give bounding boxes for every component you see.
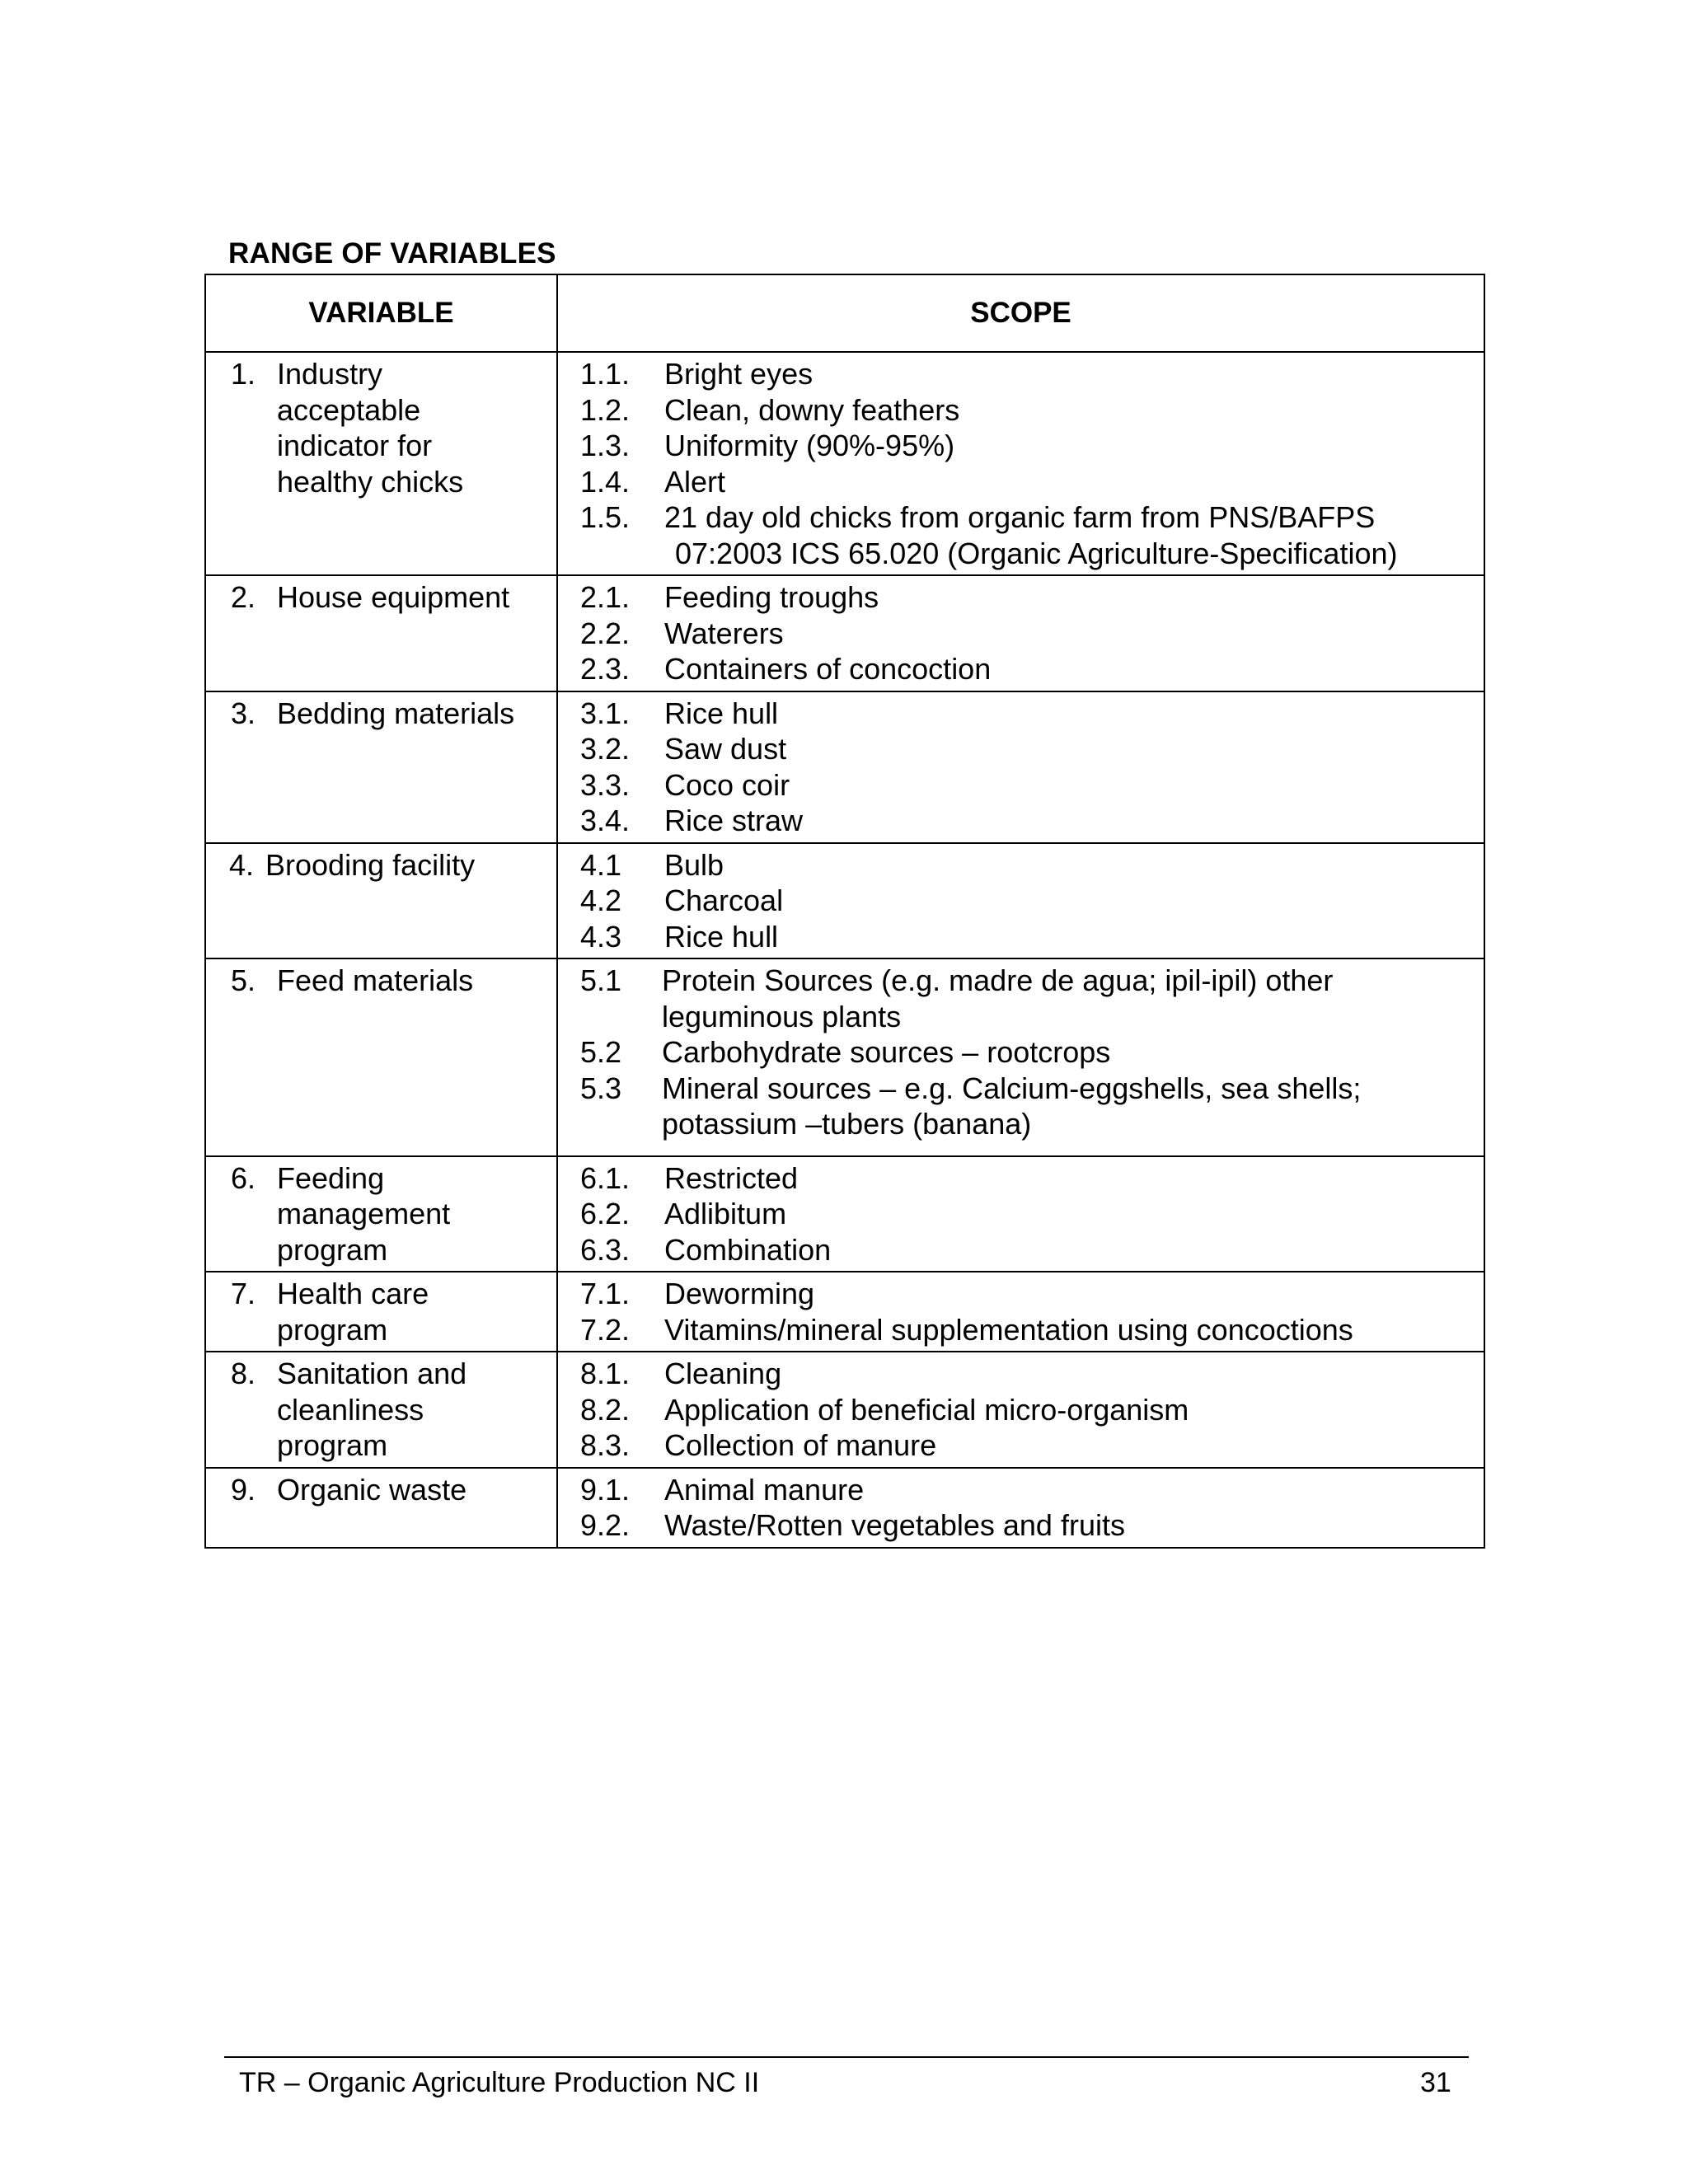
variable-name: Bedding materials: [277, 696, 515, 730]
scope-item: [580, 1392, 1484, 1428]
scope-item-number: 4.2: [580, 883, 622, 917]
variable-cell: [205, 1468, 557, 1548]
variable-name: Industry: [277, 357, 383, 391]
table-row: [205, 691, 1484, 843]
scope-item: [580, 847, 1484, 883]
variable-name: Feeding: [277, 1160, 385, 1195]
variable-name-cont: management: [277, 1197, 451, 1230]
scope-item-number: 4.1: [580, 847, 622, 882]
scope-item: [580, 428, 1484, 464]
scope-cell: [557, 1156, 1484, 1272]
scope-item-number: 1.5.: [580, 500, 631, 534]
scope-item-number: 7.2.: [580, 1312, 631, 1347]
scope-item: [580, 464, 1484, 500]
table-row: [205, 1352, 1484, 1468]
scope-item-number: 7.1.: [580, 1277, 631, 1310]
scope-item-text: Collection of manure: [664, 1428, 937, 1462]
scope-cell: [557, 1468, 1484, 1548]
scope-item: [580, 1472, 1484, 1508]
scope-item-text: Deworming: [664, 1277, 815, 1310]
scope-item: [580, 499, 1484, 571]
scope-item: [580, 356, 1484, 392]
scope-item-text: Saw dust: [664, 732, 787, 766]
table-row: [205, 1156, 1484, 1272]
scope-item-number: 2.2.: [580, 616, 631, 650]
scope-cell: [557, 691, 1484, 843]
scope-cell: [557, 575, 1484, 691]
scope-item-number: 3.3.: [580, 767, 631, 802]
scope-item: [580, 883, 1484, 919]
variable-name-cont: program: [277, 1428, 388, 1462]
scope-item: [580, 919, 1484, 955]
scope-item-number: 4.3: [580, 919, 622, 954]
scope-cell: [557, 352, 1484, 575]
scope-item-text: Rice straw: [664, 804, 804, 837]
scope-cell: [557, 843, 1484, 959]
variable-cell: [205, 843, 557, 959]
scope-item: [580, 651, 1484, 687]
scope-item: [580, 731, 1484, 767]
scope-item-number: 5.3: [580, 1071, 622, 1105]
variable-number: 7.: [231, 1277, 256, 1310]
scope-item-text: Vitamins/mineral supplementation using concoctions: [664, 1312, 1353, 1347]
scope-item: [580, 1507, 1484, 1544]
scope-item-number: 6.1.: [580, 1160, 631, 1195]
variable-number: 4.: [229, 847, 255, 882]
header-scope: SCOPE: [557, 274, 1484, 352]
variable-name-cont: indicator for: [277, 429, 433, 462]
variable-name: Brooding facility: [265, 847, 476, 882]
range-of-variables-table: [204, 274, 1485, 1549]
section-title: RANGE OF VARIABLES: [228, 237, 556, 269]
variable-number: 3.: [231, 696, 256, 730]
scope-item: [580, 1232, 1484, 1268]
variable-name: Feed materials: [277, 963, 474, 997]
variable-name: Health care: [277, 1277, 429, 1310]
scope-item-number: 2.1.: [580, 580, 631, 614]
scope-item: [580, 696, 1484, 732]
scope-item: [580, 1034, 1484, 1071]
table-header-row: [205, 274, 1484, 352]
scope-item-number: 1.3.: [580, 429, 631, 462]
scope-item: [580, 1312, 1484, 1348]
scope-item-text: Coco coir: [664, 767, 790, 802]
scope-item: [580, 579, 1484, 616]
scope-item-text: Alert: [664, 464, 726, 499]
scope-item-number: 6.2.: [580, 1197, 631, 1230]
scope-item: [580, 616, 1484, 652]
variable-cell: [205, 1156, 557, 1272]
header-variable: VARIABLE: [205, 274, 557, 352]
scope-item: [580, 1071, 1484, 1142]
variable-cell: [205, 691, 557, 843]
variable-cell: [205, 1272, 557, 1352]
variable-cell: [205, 958, 557, 1156]
scope-item: [580, 1196, 1484, 1232]
scope-cell: [557, 958, 1484, 1156]
variable-name-cont: acceptable: [277, 392, 421, 427]
variable-number: 1.: [231, 357, 256, 391]
scope-item-text: Rice hull: [664, 919, 779, 954]
variable-number: 6.: [231, 1160, 256, 1195]
variable-name-cont: cleanliness: [277, 1392, 424, 1427]
scope-item-number: 1.2.: [580, 392, 631, 427]
variable-name: House equipment: [277, 580, 510, 614]
scope-item-text: Feeding troughs: [664, 580, 879, 614]
scope-item-text: Waste/Rotten vegetables and fruits: [664, 1508, 1125, 1542]
scope-item-number: 5.2: [580, 1035, 622, 1069]
variable-name-cont: program: [277, 1312, 388, 1347]
scope-item-number: 3.2.: [580, 732, 631, 766]
page-number: 31: [1420, 2067, 1451, 2098]
table-row: [205, 575, 1484, 691]
scope-item-number: 1.4.: [580, 464, 631, 499]
scope-item-text: Waterers: [664, 616, 784, 650]
scope-item: [580, 1276, 1484, 1312]
scope-cell: [557, 1352, 1484, 1468]
variable-number: 5.: [231, 963, 256, 997]
scope-item-text: Application of beneficial micro-organism: [664, 1392, 1189, 1427]
scope-item-text: 21 day old chicks from organic farm from PNS/BAFPS: [664, 500, 1376, 534]
variable-cell: [205, 1352, 557, 1468]
table-row: [205, 352, 1484, 575]
scope-item-number: 6.3.: [580, 1232, 631, 1267]
scope-item-text: Combination: [664, 1232, 832, 1267]
scope-item-text: Animal manure: [664, 1472, 865, 1507]
scope-item-text: Clean, downy feathers: [664, 392, 960, 427]
scope-item-text-cont: 07:2003 ICS 65.020 (Organic Agriculture-Specification): [675, 536, 1398, 570]
scope-item-number: 8.3.: [580, 1428, 631, 1462]
scope-item-text: Protein Sources (e.g. madre de agua; ipil-ipil) other: [662, 963, 1334, 997]
scope-item-number: 9.1.: [580, 1472, 631, 1507]
scope-item: [580, 963, 1484, 1034]
variable-name: Sanitation and: [277, 1357, 467, 1390]
scope-item-number: 8.1.: [580, 1357, 631, 1390]
variable-number: 8.: [231, 1357, 256, 1390]
table-row: [205, 1468, 1484, 1548]
scope-item-text: Restricted: [664, 1160, 799, 1195]
scope-item-text: Adlibitum: [664, 1197, 787, 1230]
scope-item-number: 9.2.: [580, 1508, 631, 1542]
scope-item-text: Mineral sources – e.g. Calcium-eggshells, sea shells;: [662, 1071, 1362, 1105]
scope-item-number: 5.1: [580, 963, 622, 997]
scope-item: [580, 392, 1484, 429]
scope-item: [580, 1160, 1484, 1197]
scope-item-number: 3.4.: [580, 804, 631, 837]
scope-item-text: Rice hull: [664, 696, 779, 730]
scope-item-text: Cleaning: [664, 1357, 782, 1390]
variable-cell: [205, 352, 557, 575]
footer-rule: [224, 2056, 1469, 2058]
scope-item-text-cont: potassium –tubers (banana): [662, 1107, 1032, 1141]
scope-item: [580, 767, 1484, 804]
scope-item-text-cont: leguminous plants: [662, 999, 902, 1033]
scope-item: [580, 1427, 1484, 1464]
scope-item-text: Charcoal: [664, 883, 784, 917]
footer-title: TR – Organic Agriculture Production NC II: [239, 2067, 760, 2098]
scope-item-text: Uniformity (90%-95%): [664, 429, 955, 462]
variable-number: 9.: [231, 1472, 256, 1507]
table-row: [205, 843, 1484, 959]
scope-item: [580, 1356, 1484, 1392]
scope-item-text: Containers of concoction: [664, 652, 992, 686]
variable-name-cont: healthy chicks: [277, 464, 464, 499]
scope-item-text: Carbohydrate sources – rootcrops: [662, 1035, 1111, 1069]
scope-item: [580, 803, 1484, 839]
scope-item-text: Bright eyes: [664, 357, 814, 391]
scope-item-text: Bulb: [664, 847, 724, 882]
variable-name-cont: program: [277, 1232, 388, 1267]
scope-item-number: 2.3.: [580, 652, 631, 686]
scope-cell: [557, 1272, 1484, 1352]
table-row: [205, 1272, 1484, 1352]
variable-cell: [205, 575, 557, 691]
scope-item-number: 8.2.: [580, 1392, 631, 1427]
scope-item-number: 3.1.: [580, 696, 631, 730]
scope-item-number: 1.1.: [580, 357, 631, 391]
table-row: [205, 958, 1484, 1156]
variable-name: Organic waste: [277, 1472, 467, 1507]
variable-number: 2.: [231, 580, 256, 614]
